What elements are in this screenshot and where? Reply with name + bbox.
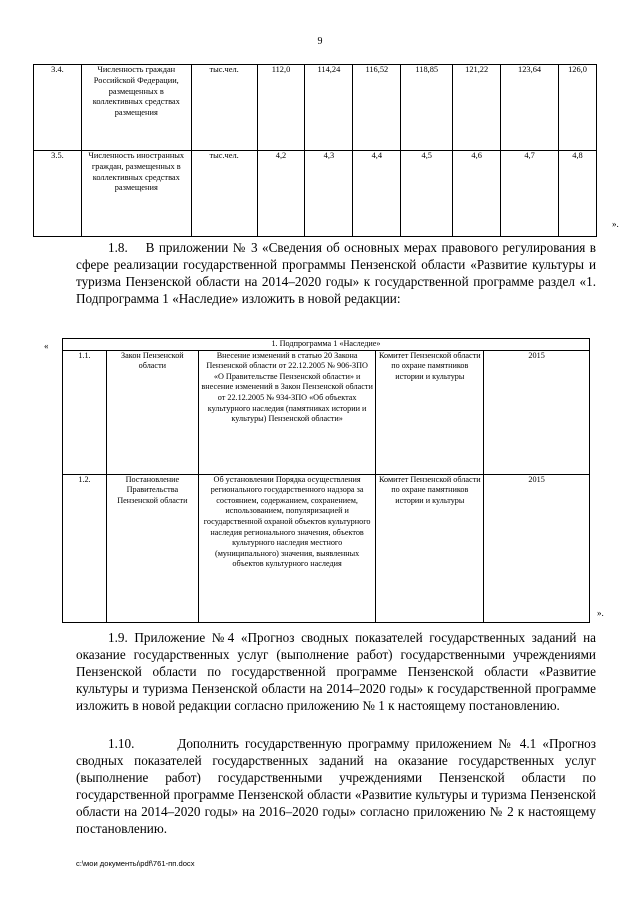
- unit-cell: тыс.чел.: [191, 151, 257, 237]
- row-number: 3.4.: [34, 65, 82, 151]
- page-number: 9: [317, 36, 323, 47]
- value-cell: 118,85: [401, 65, 453, 151]
- paragraph-1-9: [76, 629, 596, 714]
- opening-quote: «: [44, 341, 49, 351]
- row-number: 3.5.: [34, 151, 82, 237]
- legal-measures-table: [62, 338, 590, 623]
- executor: Комитет Пензенской области по охране памятников истории и культуры: [376, 350, 484, 474]
- year: 2015: [484, 474, 590, 622]
- row-number: 1.2.: [63, 474, 107, 622]
- table-row: [34, 65, 597, 151]
- value-cell: 126,0: [559, 65, 597, 151]
- value-cell: 4,6: [453, 151, 501, 237]
- indicator-name: Численность иностранных граждан, размещенных в коллективных средствах размещения: [81, 151, 191, 237]
- value-cell: 4,4: [353, 151, 401, 237]
- paragraph-number: 1.8.: [108, 240, 128, 255]
- value-cell: 4,7: [501, 151, 559, 237]
- table-row: [63, 474, 590, 622]
- act-type: Постановление Правительства Пензенской области: [106, 474, 198, 622]
- value-cell: 114,24: [305, 65, 353, 151]
- value-cell: 4,2: [257, 151, 305, 237]
- year: 2015: [484, 350, 590, 474]
- paragraph-text: 1.9. Приложение №4 «Прогноз сводных показателей государственных заданий на оказание государственных услуг (выполнение работ) государственными учреждениями Пензенской области по государственной программе Пензенской области «Развитие культуры и туризма Пензенской области на 2014–2020 годы» к государственной программе изложить в новой редакции согласно приложению № 1 к настоящему постановлению.: [76, 630, 596, 714]
- subprogram-heading: 1. Подпрограмма 1 «Наследие»: [63, 339, 590, 351]
- file-path-footer: c:\мои документы\pdf\761-пп.docx: [76, 859, 195, 868]
- act-content: Внесение изменений в статью 20 Закона Пензенской области от 22.12.2005 № 906-ЗПО «О Правительстве Пензенской области» и внесение изменений в Закон Пензенской области от 22.12.2005 № 934-ЗПО «Об объектах культурного наследия (памятниках истории и культуры) Пензенской области»: [198, 350, 376, 474]
- closing-quote: ».: [597, 608, 604, 618]
- paragraph-text: Дополнить государственную программу приложением № 4.1 «Прогноз сводных показателей государственных заданий на оказание государственных услуг (выполнение работ) государственными учреждениями Пензенской области по государственной программе Пензенской области «Развитие культуры и туризма Пензенской области на 2014–2020 годы» на 2016–2020 годы» согласно приложению № 2 к настоящему постановлению.: [76, 736, 596, 837]
- closing-quote: ».: [612, 219, 619, 229]
- act-type: Закон Пензенской области: [106, 350, 198, 474]
- paragraph-1-10: [76, 735, 596, 838]
- table-row: [63, 339, 590, 351]
- row-number: 1.1.: [63, 350, 107, 474]
- value-cell: 112,0: [257, 65, 305, 151]
- executor: Комитет Пензенской области по охране памятников истории и культуры: [376, 474, 484, 622]
- indicators-table: [33, 64, 597, 237]
- indicator-name: Численность граждан Российской Федерации, размещенных в коллективных средствах размещения: [81, 65, 191, 151]
- value-cell: 4,3: [305, 151, 353, 237]
- value-cell: 123,64: [501, 65, 559, 151]
- unit-cell: тыс.чел.: [191, 65, 257, 151]
- value-cell: 4,8: [559, 151, 597, 237]
- value-cell: 4,5: [401, 151, 453, 237]
- table-row: [63, 350, 590, 474]
- table-row: [34, 151, 597, 237]
- paragraph-text: В приложении № 3 «Сведения об основных мерах правового регулирования в сфере реализации государственной программы Пензенской области «Развитие культуры и туризма Пензенской области на 2014–2020 годы» к государственной программе раздел «1. Подпрограмма 1 «Наследие» изложить в новой редакции:: [76, 240, 597, 307]
- paragraph-1-8: [76, 239, 596, 307]
- act-content: Об установлении Порядка осуществления регионального государственного надзора за состоянием, содержанием, сохранением, использованием, популяризацией и государственной охраной объектов культурного наследия регионального значения, объектов культурного наследия местного (муниципального) значения, выявленных объектов культурного наследия: [198, 474, 376, 622]
- value-cell: 121,22: [453, 65, 501, 151]
- value-cell: 116,52: [353, 65, 401, 151]
- paragraph-number: 1.10.: [108, 736, 135, 751]
